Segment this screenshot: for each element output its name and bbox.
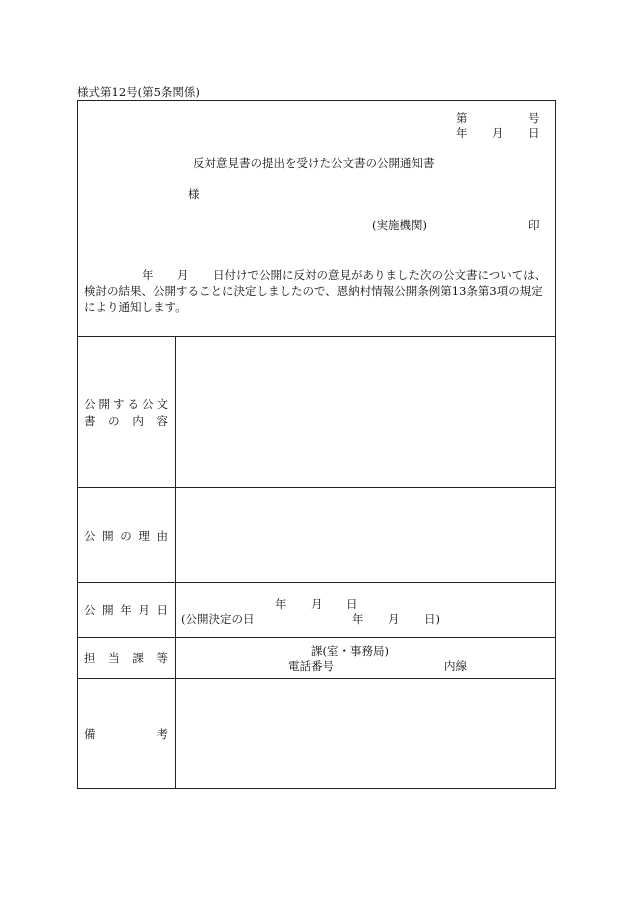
row-divider	[77, 637, 556, 638]
date-year: 年	[456, 126, 468, 140]
extension-label: 内線	[444, 659, 467, 673]
dept-section: 課(室・事務局)	[311, 644, 389, 658]
seal-mark: 印	[528, 218, 540, 232]
row-divider	[77, 678, 556, 679]
reason-label: 公 開 の 理 由	[84, 529, 168, 543]
publish-month: 月	[311, 597, 323, 611]
publish-year: 年	[275, 597, 287, 611]
body-month: 月	[177, 268, 189, 282]
notice-frame	[77, 100, 556, 789]
form-number: 様式第12号(第5条関係)	[77, 85, 200, 99]
body-line1: 日付けで公開に反対の意見がありました次の公文書については、	[213, 268, 547, 282]
decision-day: 日)	[424, 612, 440, 626]
contents-label-line1: 公 開 す る 公 文	[84, 397, 168, 411]
date-label: 公 開 年 月 日	[84, 603, 168, 617]
dept-label: 担 当 課 等	[84, 651, 168, 665]
phone-label: 電話番号	[288, 659, 334, 673]
row-divider	[77, 582, 556, 583]
body-year: 年	[142, 268, 154, 282]
column-divider	[175, 336, 176, 789]
contents-label-line2: 書 の 内 容	[84, 414, 168, 428]
decision-year: 年	[352, 612, 364, 626]
publish-day: 日	[346, 597, 358, 611]
date-day: 日	[528, 126, 540, 140]
number-suffix: 号	[528, 111, 540, 125]
decision-label: (公開決定の日	[181, 612, 255, 626]
row-divider	[77, 336, 556, 337]
body-line3: により通知します。	[84, 300, 187, 314]
decision-month: 月	[388, 612, 400, 626]
body-line2: 検討の結果、公開することに決定しましたので、恩納村情報公開条例第13条第3項の規定	[84, 284, 543, 298]
date-month: 月	[492, 126, 504, 140]
row-divider	[77, 487, 556, 488]
document-title: 反対意見書の提出を受けた公文書の公開通知書	[193, 156, 435, 170]
addressee-suffix: 様	[188, 187, 200, 201]
number-prefix: 第	[456, 111, 468, 125]
issuer-label: (実施機関)	[372, 218, 427, 232]
remarks-label: 備 考	[84, 727, 168, 741]
